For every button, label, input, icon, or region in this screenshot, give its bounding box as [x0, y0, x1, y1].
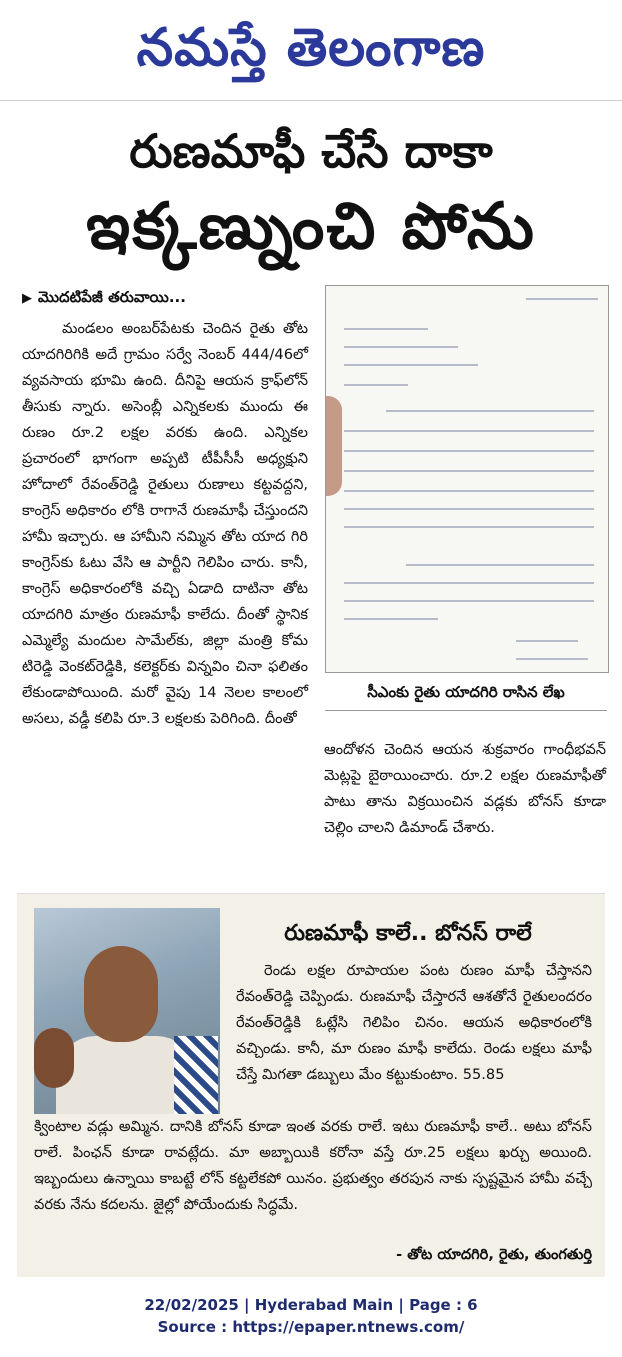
handwriting-line: [344, 450, 594, 452]
handwriting-line: [344, 470, 594, 472]
handwriting-line: [344, 508, 594, 510]
handwriting-line: [344, 384, 408, 386]
handwriting-line: [344, 526, 594, 528]
continued-label: [22, 288, 186, 310]
photo-scarf: [174, 1036, 218, 1114]
newspaper-logo: నమస్తే తెలంగాణ: [136, 17, 486, 78]
footer-source: Source : https://epaper.ntnews.com/: [157, 1318, 465, 1336]
handwriting-line: [344, 430, 594, 432]
quote-box-title: రుణమాఫీ కాలే.. బోనస్ రాలే: [284, 921, 532, 946]
handwriting-line: [344, 364, 478, 366]
article-left-body: మండలం అంబర్‌పేటకు చెందిన రైతు తోట యాదగిరిగికి అదే గ్రామం సర్వే నెంబర్ 444/46లో వ్యవసాయ భూమి ఉంది. దీనిపై ఆయన క్రాఫ్‌లోన్ తీసుకు న్నారు. అసెంబ్లీ ఎన్నికలకు ముందు ఈ రుణం రూ.2 లక్షల వరకు ఉంది. ఎన్నికల ప్రచారంలో భాగంగా అప్పటి టీపీసీసీ అధ్యక్షుని హోదాలో రేవంత్‌రెడ్డి రైతులు రుణాలు కట్టవద్దని, కాంగ్రెస్ అధికారం లోకి రాగానే రుణమాఫీ చేస్తుందని హామీ ఇచ్చారు. ఆ హామీని నమ్మిన తోట యాద గిరి కాంగ్రెస్‌కు ఓటు వేసి ఆ పార్టీని గెలిపిం చారు. కానీ, కాంగ్రెస్ అధికారంలోకి వచ్చి ఏడాది దాటినా తోట యాదగిరి మాత్రం రుణమాఫీ కాలేదు. దీంతో స్థానిక ఎమ్మెల్యే మందుల సామేల్‌కు, జిల్లా మంత్రి కోమ టిరెడ్డి వెంకట్‌రెడ్డికి, కలెక్టర్‌కు విన్నవిం చినా ఫలితం లేకుండాపోయింది. మరో వైపు 14 నెలల కాలంలో అసలు, వడ్డీ కలిపి రూ.3 లక్షలకు పెరిగింది. దీంతో: [22, 320, 308, 727]
headline-line2: ఇక్కణ్నుంచి పోను: [86, 190, 536, 264]
handwriting-line: [516, 658, 588, 660]
article-right-column: [324, 737, 606, 841]
photo-hand: [34, 1028, 74, 1088]
headline-line1: రుణమాఫీ చేసే దాకా: [129, 124, 493, 178]
article-right-body: ఆందోళన చెందిన ఆయన శుక్రవారం గాంధీభవన్ మెట్లపై బైఠాయించారు. రూ.2 లక్షల రుణమాఫీతో పాటు తాను విక్రయించిన వడ్లకు బోనస్ కూడా చెల్లిం చాలని డిమాండ్ చేశారు.: [324, 741, 606, 836]
handwriting-line: [344, 328, 428, 330]
handwriting-line: [344, 600, 594, 602]
photo-face: [84, 946, 158, 1042]
handwriting-line: [344, 346, 458, 348]
arrow-right-icon: ▶: [22, 291, 32, 306]
handwriting-line: [344, 490, 594, 492]
handwriting-line: [516, 640, 578, 642]
handwriting-line: [344, 582, 594, 584]
farmer-photo: [34, 908, 220, 1114]
quote-signature: - తోట యాదగిరి, రైతు, తుంగతుర్తి: [396, 1246, 592, 1263]
continued-text: మొదటిపేజీ తరువాయి...: [38, 288, 186, 306]
handwriting-line: [386, 410, 594, 412]
letter-image: [325, 285, 609, 673]
handwriting-line: [344, 618, 438, 620]
handwriting-line: [526, 298, 598, 300]
quote-text-upper: రెండు లక్షల రూపాయల పంట రుణం మాఫీ చేస్తానని రేవంత్‌రెడ్డి చెప్పిండు. రుణమాఫీ చేస్తారనే ఆశతోనే రైతులందరం రేవంత్‌రెడ్డికి ఓట్లేసి గెలిపిం చినం. ఆయన అధికారంలోకి వచ్చిండు. కానీ, మా రుణం మాఫీ కాలేదు. రెండు లక్షలు మాఫీ చేస్తే మిగతా డబ్బులు మేం కట్టుకుంటాం. 55.85: [236, 962, 592, 1083]
letter-caption: సీఎంకు రైతు యాదగిరి రాసిన లేఖ: [325, 678, 607, 711]
masthead: [0, 0, 622, 101]
quote-text-lower: క్వింటాల వడ్లు అమ్మిన. దానికి బోనస్ కూడా ఇంత వరకు రాలే. ఇటు రుణమాఫీ కాలే.. అటు బోనస్ రాలే. పింఛన్ కూడా రావట్లేదు. మా అబ్బాయికి కరోనా వస్తే రూ.25 లక్షలు ఖర్చు అయింది. ఇబ్బందులు ఉన్నాయి కాబట్టే లోన్ కట్టలేకపో యినం. ప్రభుత్వం తరపున నాకు స్పష్టమైన హామీ వచ్చే వరకు నేను కదలను. జైల్లో పోయేందుకు సిద్ధమే.: [34, 1118, 592, 1213]
article-left-column: [22, 316, 308, 732]
thumb-shape: [325, 396, 342, 496]
handwriting-line: [406, 564, 594, 566]
footer-date-edition: 22/02/2025 | Hyderabad Main | Page : 6: [144, 1296, 478, 1314]
